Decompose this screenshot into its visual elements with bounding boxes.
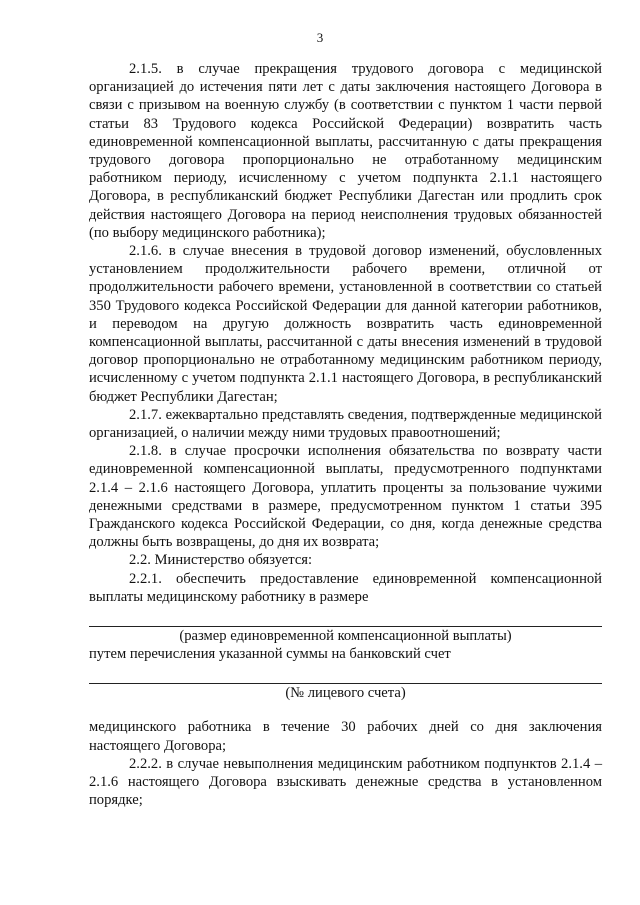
clause-2-1-5: 2.1.5. в случае прекращения трудового договора с медицинской организацией до истечения пяти лет с даты заключения настоящего Договора в связи с призывом на военную службу (в соответствии с пунктом 1 части первой статьи 83 Трудового кодекса Российской Федерации) возвратить часть единовременной компенсационной выплаты, рассчитанную с даты прекращения трудового договора пропорционально не отработанному медицинским работником периоду, исчисленному с учетом подпункта 2.1.1 настоящего Договора, в республиканский бюджет Республики Дагестан или продлить срок действия настоящего Договора на период неисполнения трудовых обязанностей (по выбору медицинского работника); bbox=[89, 61, 602, 241]
account-number-fill bbox=[89, 683, 602, 702]
clause-2-2-1: 2.2.1. обеспечить предоставление единовременной компенсационной выплаты медицинскому работнику в размере bbox=[89, 570, 602, 605]
document-body bbox=[89, 60, 602, 809]
clause-2-1-6: 2.1.6. в случае внесения в трудовой договор изменений, обусловленных установлением продолжительности рабочего времени, отличной от продолжительности рабочего времени, установленной в соответствии со статьей 350 Трудового кодекса Российской Федерации для данной категории работников, и переводом на другую должность возвратить часть единовременной компенсационной выплаты, рассчитанной с даты внесения изменений в трудовой договор пропорционально не отработанному медицинским работником периоду, исчисленному с учетом подпункта 2.1.1 настоящего Договора, в республиканский бюджет Республики Дагестан; bbox=[89, 243, 602, 405]
clause-2-2-2: 2.2.2. в случае невыполнения медицинским работником подпунктов 2.1.4 – 2.1.6 настоящего Договора взыскивать денежные средства в установленном порядке; bbox=[89, 755, 602, 809]
clause-2-1-8: 2.1.8. в случае просрочки исполнения обязательства по возврату части единовременной компенсационной выплаты, предусмотренного подпунктами 2.1.4 – 2.1.6 настоящего Договора, уплатить проценты за пользование чужими денежными средствами в размере, предусмотренном пунктом 1 статьи 395 Гражданского кодекса Российской Федерации, со дня, когда денежные средства должны быть возвращены, до дня их возврата; bbox=[89, 443, 602, 551]
payment-amount-fill bbox=[89, 626, 602, 645]
transfer-line: путем перечисления указанной суммы на банковский счет bbox=[89, 646, 451, 663]
payment-amount-caption: (размер единовременной компенсационной выплаты) bbox=[179, 628, 512, 645]
clause-2-1-7: 2.1.7. ежеквартально представлять сведения, подтвержденные медицинской организацией, о наличии между ними трудовых правоотношений; bbox=[89, 406, 602, 442]
page-number: 3 bbox=[316, 30, 324, 45]
clause-2-2: 2.2. Министерство обязуется: bbox=[129, 552, 313, 569]
clause-2-2-1-continued: медицинского работника в течение 30 рабочих дней со дня заключения настоящего Договора; bbox=[89, 719, 602, 754]
account-number-caption: (№ лицевого счета) bbox=[285, 685, 406, 702]
